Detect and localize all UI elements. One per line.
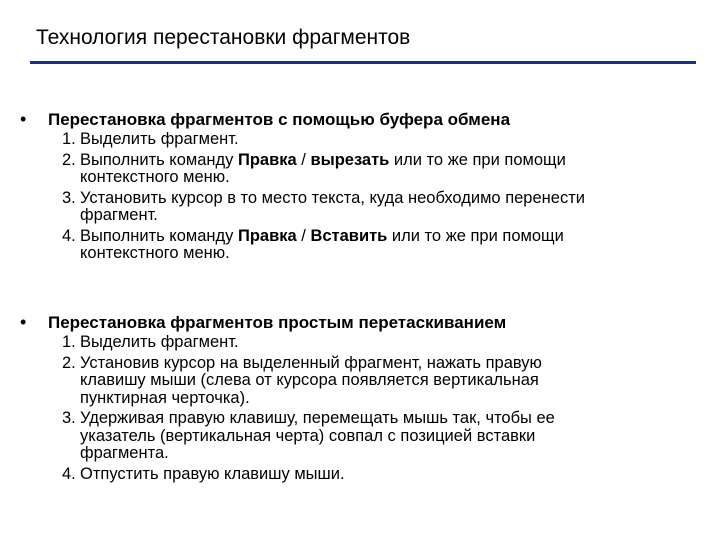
step-text — [80, 334, 700, 352]
step-text-run: или то же при помощи — [387, 226, 564, 245]
section-heading: Перестановка фрагментов простым перетаскиванием — [48, 313, 507, 332]
step-text-run: Выделить фрагмент. — [80, 333, 239, 351]
list-item — [0, 334, 720, 352]
step-number: 3. — [62, 188, 76, 207]
step-text-run: Установив курсор на выделенный фрагмент, нажать правую — [80, 353, 542, 372]
step-text-run: пунктирная черточка). — [80, 388, 250, 407]
step-text — [80, 228, 700, 263]
step-text-run: Выполнить команду — [80, 226, 238, 245]
command-text: Правка — [237, 150, 297, 169]
page-title: Технология перестановки фрагментов — [36, 26, 411, 49]
step-text — [80, 355, 700, 408]
step-text-run: Установить курсор в то место текста, куда необходимо перенести — [80, 188, 585, 207]
step-text-run: фрагмент. — [80, 206, 158, 224]
step-text-run: контекстного меню. — [80, 244, 230, 262]
list-item — [0, 131, 720, 149]
section-heading: Перестановка фрагментов с помощью буфера обмена — [48, 110, 511, 129]
step-text-run: Отпустить правую клавишу мыши. — [80, 464, 345, 483]
step-number: 2. — [62, 353, 76, 372]
step-text — [80, 190, 700, 225]
step-text — [80, 152, 700, 187]
step-text-run: контекстного меню. — [80, 168, 230, 186]
bullet-icon: • — [20, 312, 27, 332]
list-item — [0, 228, 720, 263]
list-item — [0, 355, 720, 408]
title-divider — [30, 61, 696, 64]
step-text-run: / — [296, 226, 311, 245]
list-item — [0, 190, 720, 225]
steps-list — [0, 131, 720, 266]
step-number: 4. — [62, 226, 76, 245]
command-text: вырезать — [310, 150, 390, 169]
step-text-run: Выполнить команду — [80, 150, 238, 169]
step-number: 2. — [62, 150, 76, 169]
step-text-run: клавишу мыши (слева от курсора появляется вертикальная — [80, 371, 539, 389]
step-text — [80, 410, 700, 463]
step-text — [80, 131, 700, 149]
step-number: 1. — [62, 333, 76, 351]
step-text-run: или то же при помощи — [389, 150, 566, 169]
step-number: 4. — [62, 464, 76, 483]
command-text: Правка — [237, 226, 297, 245]
steps-list — [0, 334, 720, 486]
step-text-run: Выделить фрагмент. — [80, 130, 239, 148]
step-text-run: указатель (вертикальная черта) совпал с позицией вставки — [80, 426, 536, 445]
command-text: Вставить — [310, 226, 388, 245]
step-text-run: Удерживая правую клавишу, перемещать мышь так, чтобы ее — [80, 409, 555, 427]
list-item — [0, 152, 720, 187]
step-text-run: фрагмента. — [80, 444, 169, 462]
step-number: 3. — [62, 409, 76, 427]
list-item — [0, 410, 720, 463]
step-text — [80, 466, 700, 484]
step-number: 1. — [62, 130, 76, 148]
bullet-icon: • — [20, 109, 27, 129]
list-item — [0, 466, 720, 484]
step-text-run: / — [296, 150, 311, 169]
